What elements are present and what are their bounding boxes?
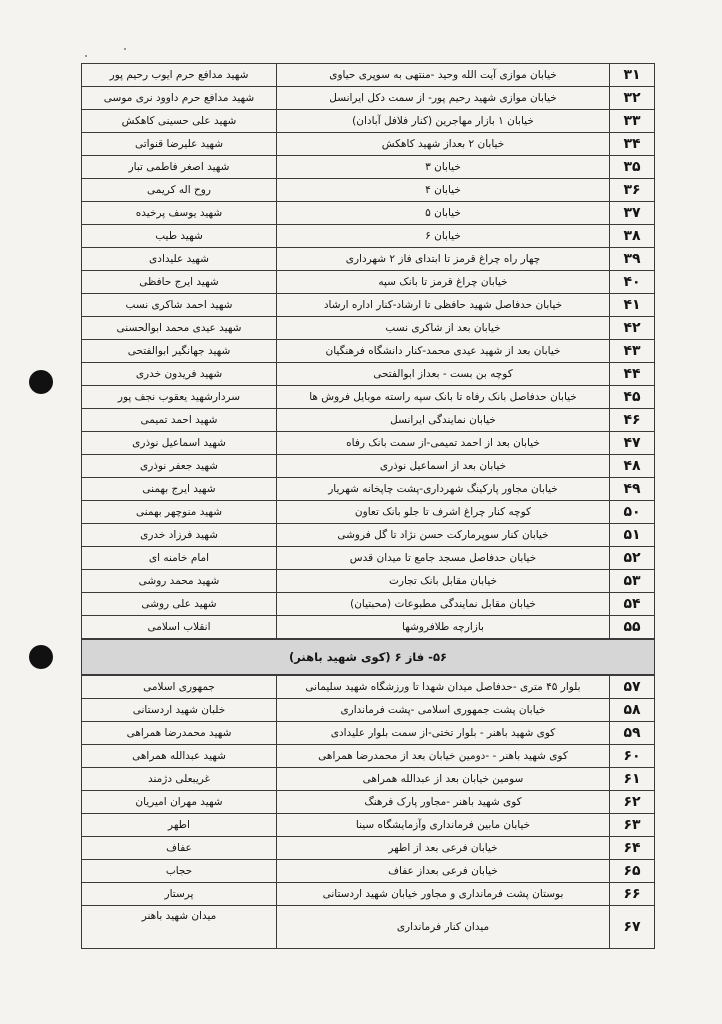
- table-row: [82, 271, 655, 294]
- row-number: ۴۶: [610, 409, 655, 432]
- row-number: ۶۶: [610, 883, 655, 906]
- row-number: ۵۵: [610, 616, 655, 640]
- assigned-name: شهید ایرج حافظی: [82, 271, 277, 294]
- table-row: [82, 791, 655, 814]
- street-description: خیابان ۳: [277, 156, 610, 179]
- row-number: ۴۲: [610, 317, 655, 340]
- row-number: ۴۰: [610, 271, 655, 294]
- assigned-name: شهید طیب: [82, 225, 277, 248]
- street-description: خیابان مابین فرمانداری وآزمایشگاه سینا: [277, 814, 610, 837]
- street-description: خیابان بعد از شاکری نسب: [277, 317, 610, 340]
- row-number: ۴۵: [610, 386, 655, 409]
- assigned-name: امام خامنه ای: [82, 547, 277, 570]
- row-number: ۵۱: [610, 524, 655, 547]
- street-description: خیابان موازی آیت الله وحید -منتهی به سوپری حیاوی: [277, 64, 610, 87]
- row-number: ۴۷: [610, 432, 655, 455]
- street-description: خیابان حدفاصل شهید حافظی تا ارشاد-کنار اداره ارشاد: [277, 294, 610, 317]
- table-row: [82, 386, 655, 409]
- assigned-name: شهید مدافع حرم ایوب رحیم پور: [82, 64, 277, 87]
- row-number: ۳۸: [610, 225, 655, 248]
- section-header-row: [82, 639, 655, 675]
- assigned-name: شهید احمد تمیمی: [82, 409, 277, 432]
- assigned-name: شهید اسماعیل نوذری: [82, 432, 277, 455]
- assigned-name: شهید علی حسینی کاهکش: [82, 110, 277, 133]
- assigned-name: اطهر: [82, 814, 277, 837]
- row-number: ۳۴: [610, 133, 655, 156]
- paper-speck: [124, 48, 126, 50]
- assigned-name: میدان شهید باهنر: [82, 906, 277, 949]
- assigned-name: شهید جهانگیر ابوالفتحی: [82, 340, 277, 363]
- street-description: خیابان ۱ بازار مهاجرین (کنار فلافل آبادان): [277, 110, 610, 133]
- assigned-name: شهید ایرج بهمنی: [82, 478, 277, 501]
- street-description: خیابان چراغ قرمز تا بانک سپه: [277, 271, 610, 294]
- row-number: ۶۴: [610, 837, 655, 860]
- street-description: خیابان فرعی بعد از اطهر: [277, 837, 610, 860]
- table-row: [82, 225, 655, 248]
- street-description: میدان کنار فرمانداری: [277, 906, 610, 949]
- assigned-name: شهید یوسف پرخیده: [82, 202, 277, 225]
- street-description: خیابان ۶: [277, 225, 610, 248]
- assigned-name: شهید مهران امیریان: [82, 791, 277, 814]
- table-row: [82, 860, 655, 883]
- assigned-name: غریبعلی دژمند: [82, 768, 277, 791]
- table-row: [82, 294, 655, 317]
- row-number: ۳۹: [610, 248, 655, 271]
- table-row: [82, 87, 655, 110]
- assigned-name: خلبان شهید اردستانی: [82, 699, 277, 722]
- table-body: [82, 64, 655, 949]
- street-description: بلوار ۴۵ متری -حدفاصل میدان شهدا تا ورزشگاه شهید سلیمانی: [277, 675, 610, 699]
- assigned-name: روح اله کریمی: [82, 179, 277, 202]
- row-number: ۶۱: [610, 768, 655, 791]
- assigned-name: عفاف: [82, 837, 277, 860]
- table-row: [82, 363, 655, 386]
- street-description: کوچه کنار چراغ اشرف تا جلو بانک تعاون: [277, 501, 610, 524]
- row-number: ۶۲: [610, 791, 655, 814]
- street-description: خیابان مقابل بانک تجارت: [277, 570, 610, 593]
- table-row: [82, 906, 655, 949]
- table-row: [82, 616, 655, 640]
- assigned-name: جمهوری اسلامی: [82, 675, 277, 699]
- street-description: کوی شهید باهنر -مجاور پارک فرهنگ: [277, 791, 610, 814]
- section-title: ۵۶- فاز ۶ (کوی شهید باهنر): [82, 639, 655, 675]
- assigned-name: شهید محمد روشی: [82, 570, 277, 593]
- street-description: خیابان نمایندگی ایرانسل: [277, 409, 610, 432]
- assigned-name: شهید احمد شاکری نسب: [82, 294, 277, 317]
- row-number: ۵۴: [610, 593, 655, 616]
- paper-speck: [85, 55, 87, 57]
- assigned-name: پرستار: [82, 883, 277, 906]
- table-row: [82, 524, 655, 547]
- street-naming-table: [81, 63, 655, 949]
- row-number: ۶۳: [610, 814, 655, 837]
- table-row: [82, 179, 655, 202]
- street-description: کوی شهید باهنر - بلوار تختی-از سمت بلوار علیدادی: [277, 722, 610, 745]
- row-number: ۳۱: [610, 64, 655, 87]
- assigned-name: شهید علیدادی: [82, 248, 277, 271]
- row-number: ۴۸: [610, 455, 655, 478]
- street-description: خیابان حدفاصل بانک رفاه تا بانک سپه راسته موبایل فروش ها: [277, 386, 610, 409]
- row-number: ۶۵: [610, 860, 655, 883]
- table-row: [82, 593, 655, 616]
- assigned-name: شهید اصغر فاطمی تبار: [82, 156, 277, 179]
- row-number: ۳۳: [610, 110, 655, 133]
- table-row: [82, 675, 655, 699]
- row-number: ۴۳: [610, 340, 655, 363]
- assigned-name: حجاب: [82, 860, 277, 883]
- street-description: خیابان بعد از اسماعیل نوذری: [277, 455, 610, 478]
- table-row: [82, 501, 655, 524]
- table-row: [82, 570, 655, 593]
- street-description: خیابان حدفاصل مسجد جامع تا میدان قدس: [277, 547, 610, 570]
- row-number: ۵۳: [610, 570, 655, 593]
- row-number: ۵۰: [610, 501, 655, 524]
- assigned-name: شهید جعفر نوذری: [82, 455, 277, 478]
- row-number: ۳۷: [610, 202, 655, 225]
- assigned-name: شهید مدافع حرم داوود نری موسی: [82, 87, 277, 110]
- table-row: [82, 722, 655, 745]
- row-number: ۳۲: [610, 87, 655, 110]
- street-description: کوی شهید باهنر - -دومین خیابان بعد از محمدرضا همراهی: [277, 745, 610, 768]
- assigned-name: شهید عیدی محمد ابوالحسنی: [82, 317, 277, 340]
- row-number: ۴۹: [610, 478, 655, 501]
- row-number: ۶۷: [610, 906, 655, 949]
- street-description: خیابان مجاور پارکینگ شهرداری-پشت چاپخانه شهریار: [277, 478, 610, 501]
- table-row: [82, 110, 655, 133]
- row-number: ۴۴: [610, 363, 655, 386]
- assigned-name: شهید عبدالله همراهی: [82, 745, 277, 768]
- street-description: چهار راه چراغ قرمز تا ابتدای فاز ۲ شهرداری: [277, 248, 610, 271]
- table-row: [82, 768, 655, 791]
- street-description: خیابان ۴: [277, 179, 610, 202]
- table-row: [82, 883, 655, 906]
- table-row: [82, 432, 655, 455]
- table-row: [82, 248, 655, 271]
- street-description: خیابان ۵: [277, 202, 610, 225]
- assigned-name: شهید منوچهر بهمنی: [82, 501, 277, 524]
- street-description: خیابان ۲ بعداز شهید کاهکش: [277, 133, 610, 156]
- table-row: [82, 837, 655, 860]
- assigned-name: شهید فرزاد خدری: [82, 524, 277, 547]
- table-row: [82, 547, 655, 570]
- assigned-name: شهید علی روشی: [82, 593, 277, 616]
- street-description: خیابان پشت جمهوری اسلامی -پشت فرمانداری: [277, 699, 610, 722]
- street-description: خیابان موازی شهید رحیم پور- از سمت دکل ایرانسل: [277, 87, 610, 110]
- assigned-name: شهید فریدون خدری: [82, 363, 277, 386]
- street-description: خیابان فرعی بعداز عفاف: [277, 860, 610, 883]
- street-description: خیابان بعد از احمد تمیمی-از سمت بانک رفاه: [277, 432, 610, 455]
- table-row: [82, 478, 655, 501]
- table-row: [82, 340, 655, 363]
- table-row: [82, 745, 655, 768]
- assigned-name: شهید محمدرضا همراهی: [82, 722, 277, 745]
- table-row: [82, 156, 655, 179]
- row-number: ۴۱: [610, 294, 655, 317]
- punch-hole: [29, 645, 53, 669]
- assigned-name: انقلاب اسلامی: [82, 616, 277, 640]
- street-description: سومین خیابان بعد از عبدالله همراهی: [277, 768, 610, 791]
- street-description: خیابان کنار سوپرمارکت حسن نژاد تا گل فروشی: [277, 524, 610, 547]
- table-row: [82, 64, 655, 87]
- assigned-name: سردارشهید یعقوب نجف پور: [82, 386, 277, 409]
- table-row: [82, 133, 655, 156]
- row-number: ۵۸: [610, 699, 655, 722]
- table-row: [82, 814, 655, 837]
- table-row: [82, 699, 655, 722]
- row-number: ۶۰: [610, 745, 655, 768]
- table-row: [82, 317, 655, 340]
- street-description: خیابان مقابل نمایندگی مطبوعات (محبتیان): [277, 593, 610, 616]
- punch-hole: [29, 370, 53, 394]
- row-number: ۵۹: [610, 722, 655, 745]
- street-description: کوچه بن بست - بعداز ابوالفتحی: [277, 363, 610, 386]
- assigned-name: شهید علیرضا قنواتی: [82, 133, 277, 156]
- row-number: ۵۷: [610, 675, 655, 699]
- street-description: بوستان پشت فرمانداری و مجاور خیابان شهید اردستانی: [277, 883, 610, 906]
- table-row: [82, 409, 655, 432]
- street-description: بازارچه طلافروشها: [277, 616, 610, 640]
- table-row: [82, 455, 655, 478]
- row-number: ۳۵: [610, 156, 655, 179]
- table-row: [82, 202, 655, 225]
- row-number: ۳۶: [610, 179, 655, 202]
- row-number: ۵۲: [610, 547, 655, 570]
- street-description: خیابان بعد از شهید عیدی محمد-کنار دانشگاه فرهنگیان: [277, 340, 610, 363]
